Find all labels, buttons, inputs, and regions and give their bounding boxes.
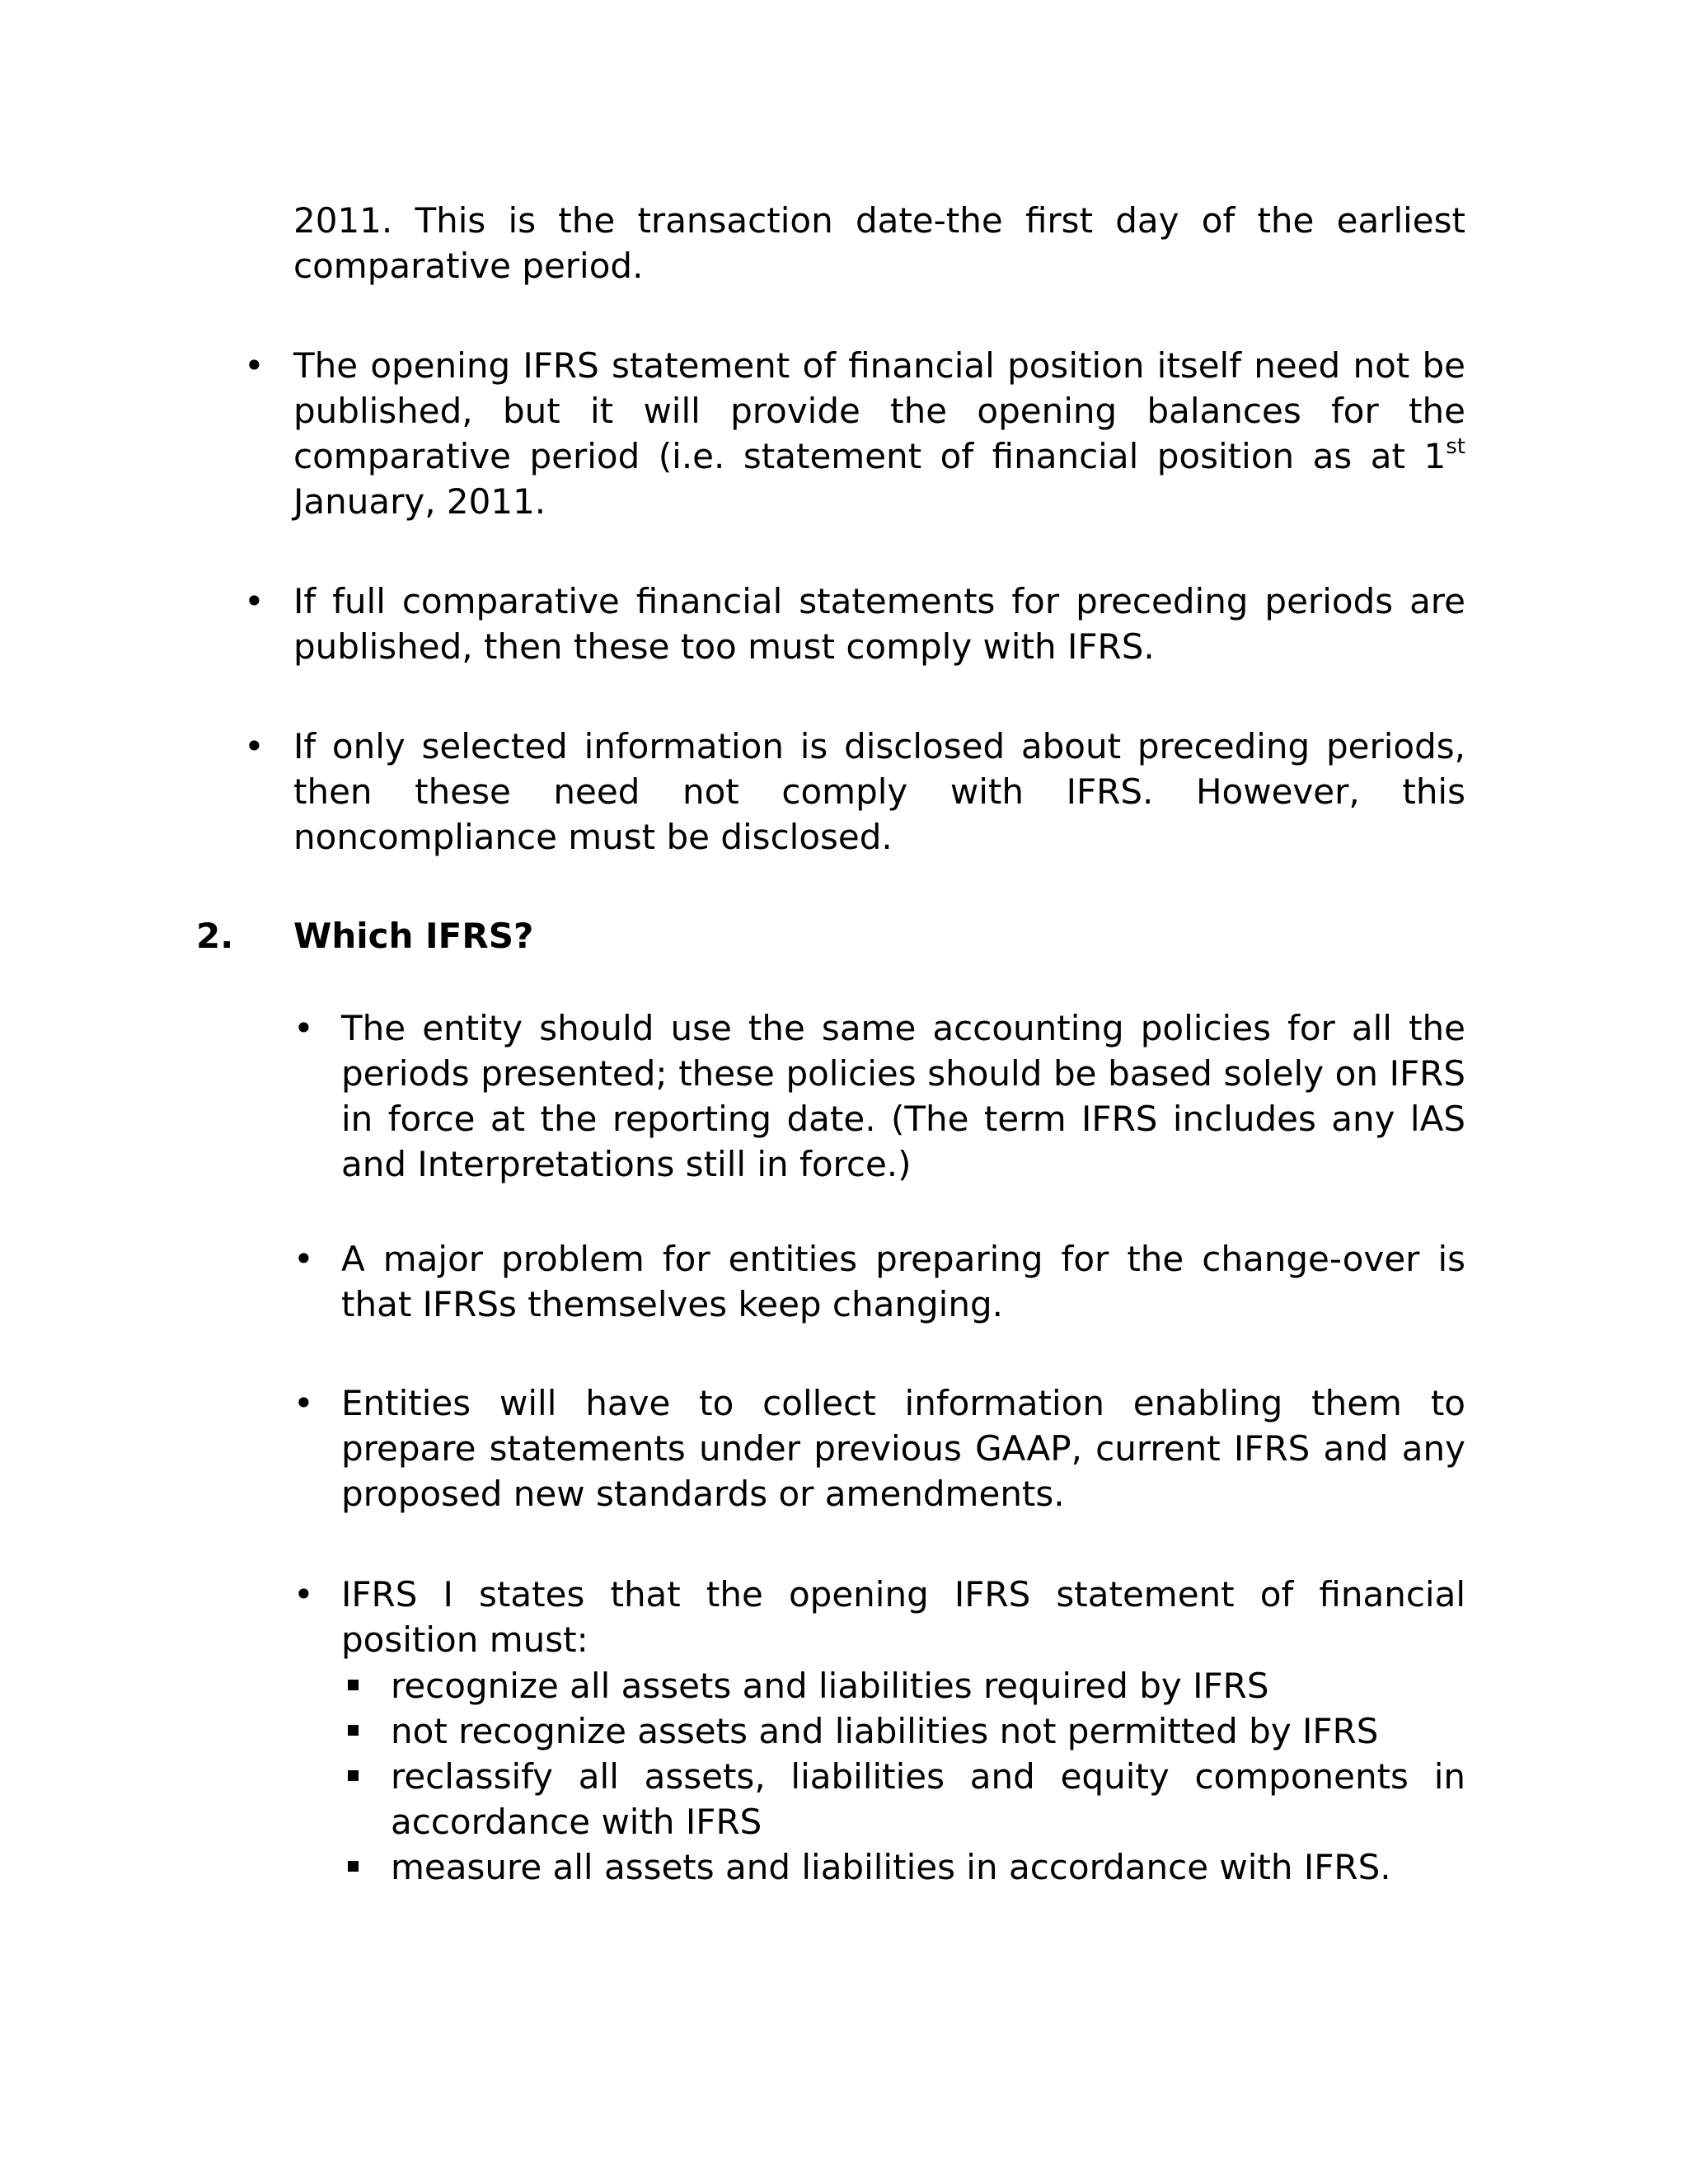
sub-list-item: recognize all assets and liabilities required by IFRS — [391, 1666, 1269, 1706]
square-bullet-icon — [348, 1680, 359, 1690]
list-item: IFRS I states that the opening IFRS statement of financial position must: — [341, 1574, 1465, 1660]
list-item — [293, 343, 1465, 524]
bullet-icon: • — [244, 581, 265, 621]
bullet-icon: • — [293, 1574, 314, 1615]
list-item-text: The opening IFRS statement of financial position itself need not be published, but it will provide the opening balances for the comparative period (i.e. statement of financial position as at 1 — [293, 345, 1465, 476]
list-item: If full comparative financial statements for preceding periods are published, then these too must comply with IFRS. — [293, 581, 1465, 667]
list-item: A major problem for entities preparing for the change-over is that IFRSs themselves keep changing. — [341, 1239, 1465, 1324]
list-item: If only selected information is disclosed about preceding periods, then these need not comply with IFRS. However, this noncompliance must be disclosed. — [293, 726, 1465, 857]
sub-list-item: not recognize assets and liabilities not permitted by IFRS — [391, 1711, 1379, 1751]
sub-list-item: reclassify all assets, liabilities and equity components in accordance with IFRS — [391, 1756, 1465, 1842]
square-bullet-icon — [348, 1725, 359, 1736]
intro-paragraph: 2011. This is the transaction date-the first day of the earliest comparative period. — [293, 200, 1465, 286]
square-bullet-icon — [348, 1861, 359, 1872]
section-number: 2. — [196, 916, 234, 956]
list-item: The entity should use the same accounting policies for all the periods presented; these policies should be based solely on IFRS in force at the reporting date. (The term IFRS includes any lAS and Interpretations still in force.) — [341, 1008, 1465, 1184]
superscript: st — [1446, 434, 1465, 459]
bullet-icon: • — [244, 726, 265, 766]
bullet-icon: • — [293, 1239, 314, 1279]
list-item: Entities will have to collect information enabling them to prepare statements under previous GAAP, current IFRS and any proposed new standards or amendments. — [341, 1383, 1465, 1514]
bullet-icon: • — [293, 1383, 314, 1423]
section-title: Which IFRS? — [293, 916, 534, 956]
sub-list-item: measure all assets and liabilities in accordance with IFRS. — [391, 1847, 1391, 1887]
bullet-icon: • — [293, 1008, 314, 1048]
square-bullet-icon — [348, 1770, 359, 1781]
bullet-icon: • — [244, 345, 265, 386]
list-item-text-after: January, 2011. — [293, 481, 546, 522]
